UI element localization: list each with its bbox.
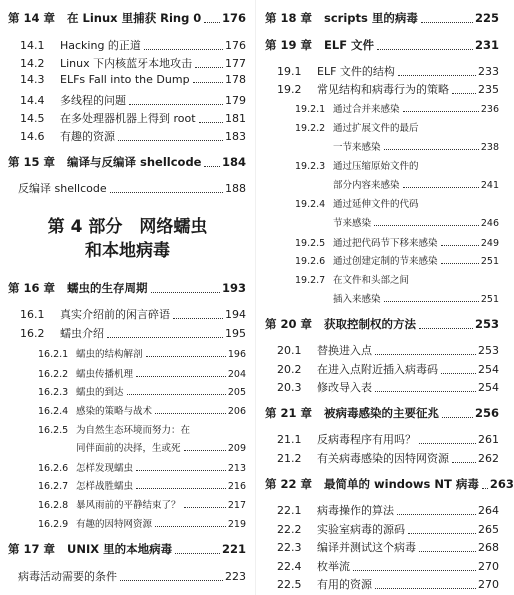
toc-entry-title: 在多处理器机器上得到 root bbox=[60, 112, 196, 125]
toc-entry-page-number: 221 bbox=[221, 542, 246, 556]
toc-subsection-entry bbox=[38, 346, 246, 360]
toc-entry-title: 反病毒程序有用吗？ bbox=[317, 433, 416, 446]
toc-entry-page-number: 233 bbox=[478, 65, 499, 78]
toc-entry-page-number: 188 bbox=[225, 182, 246, 195]
toc-entry-title: ELFs Fall into the Dump bbox=[60, 73, 190, 86]
toc-section-entry bbox=[20, 92, 246, 108]
toc-entry-title: 通过扩展文件的最后 bbox=[333, 123, 419, 134]
dot-leader bbox=[151, 292, 220, 293]
toc-entry-number: 16.2.9 bbox=[38, 519, 69, 530]
dot-leader bbox=[442, 417, 473, 418]
dot-leader bbox=[408, 533, 476, 534]
toc-chapter-entry bbox=[8, 541, 246, 557]
toc-entry-page-number: 209 bbox=[227, 443, 246, 454]
toc-entry-title: 被病毒感染的主要征兆 bbox=[324, 406, 440, 420]
toc-entry-title: 在文件和头部之间 bbox=[333, 275, 410, 286]
toc-section-entry bbox=[277, 502, 499, 518]
toc-section-entry bbox=[277, 379, 499, 395]
toc-entry-number: 14.2 bbox=[20, 57, 45, 70]
toc-entry-page-number: 251 bbox=[480, 256, 499, 267]
toc-entry-title: 通过创建定制的节来感染 bbox=[333, 256, 438, 267]
dot-leader bbox=[129, 104, 223, 105]
toc-entry-page-number: 193 bbox=[221, 281, 246, 295]
toc-section-entry bbox=[277, 521, 499, 537]
toc-entry-title: 通过压缩原始文件的 bbox=[333, 161, 419, 172]
toc-entry-number: 14.4 bbox=[20, 94, 45, 107]
toc-entry-title: 节来感染 bbox=[333, 218, 372, 229]
toc-entry-number: 19.2.3 bbox=[295, 161, 326, 172]
dot-leader bbox=[353, 570, 476, 571]
toc-entry-title: 有关病毒感染的因特网资源 bbox=[317, 452, 449, 465]
toc-entry-title: 替换进入点 bbox=[317, 344, 372, 357]
toc-entry-title: 为自然生态环境而努力：在 bbox=[76, 425, 191, 436]
toc-entry-number: 14.6 bbox=[20, 130, 45, 143]
toc-entry-title: 蠕虫介绍 bbox=[60, 327, 104, 340]
toc-subsection-entry bbox=[295, 101, 499, 115]
toc-entry-page-number: 216 bbox=[227, 481, 246, 492]
toc-entry-title: 暴风雨前的平静结束了？ bbox=[76, 500, 181, 511]
toc-entry-title: 蠕虫的到达 bbox=[76, 387, 124, 398]
toc-entry-number: 21.2 bbox=[277, 452, 302, 465]
toc-entry-number: 16.2.5 bbox=[38, 425, 69, 436]
toc-entry-page-number: 204 bbox=[227, 369, 246, 380]
toc-chapter-entry bbox=[265, 405, 499, 421]
toc-entry-number: 第 20 章 bbox=[265, 317, 313, 331]
toc-entry-title: 病毒操作的算法 bbox=[317, 504, 394, 517]
toc-entry-title: 编译与反编译 shellcode bbox=[67, 155, 202, 169]
toc-subsection-entry bbox=[38, 460, 246, 474]
toc-entry-page-number: 254 bbox=[478, 381, 499, 394]
toc-subsection-entry bbox=[38, 497, 246, 511]
toc-section-entry bbox=[277, 342, 499, 358]
toc-entry-number: 20.1 bbox=[277, 344, 302, 357]
toc-subsection-entry bbox=[295, 158, 499, 172]
dot-leader bbox=[375, 391, 476, 392]
toc-entry-page-number: 264 bbox=[478, 504, 499, 517]
toc-entry-title: scripts 里的病毒 bbox=[324, 11, 418, 25]
dot-leader bbox=[374, 225, 479, 226]
toc-entry-number: 22.2 bbox=[277, 523, 302, 536]
part-heading-line2: 和本地病毒 bbox=[85, 241, 170, 261]
toc-entry-number: 19.2.5 bbox=[295, 238, 326, 249]
toc-entry-page-number: 205 bbox=[227, 387, 246, 398]
dot-leader bbox=[398, 75, 476, 76]
dot-leader bbox=[193, 82, 223, 83]
toc-entry-page-number: 241 bbox=[480, 180, 499, 191]
toc-section-entry bbox=[277, 450, 499, 466]
toc-subsection-entry bbox=[295, 120, 499, 134]
toc-entry-number: 16.2.1 bbox=[38, 349, 69, 360]
toc-subsection-entry bbox=[38, 440, 246, 454]
toc-entry-page-number: 253 bbox=[474, 317, 499, 331]
toc-entry-title: 通过延伸文件的代码 bbox=[333, 199, 419, 210]
toc-entry-page-number: 261 bbox=[478, 433, 499, 446]
toc-entry-title: 真实介绍前的闲言碎语 bbox=[60, 308, 170, 321]
toc-entry-title: Hacking 的正道 bbox=[60, 39, 141, 52]
toc-entry-number: 16.2.6 bbox=[38, 463, 69, 474]
toc-entry-page-number: 213 bbox=[227, 463, 246, 474]
toc-entry-page-number: 231 bbox=[474, 38, 499, 52]
toc-entry-title: 编译并测试这个病毒 bbox=[317, 541, 416, 554]
toc-entry-number: 22.5 bbox=[277, 578, 302, 591]
toc-entry-page-number: 223 bbox=[225, 570, 246, 583]
toc-subsection-entry bbox=[38, 384, 246, 398]
toc-section-entry bbox=[277, 558, 499, 574]
toc-subsection-entry bbox=[38, 422, 246, 436]
toc-chapter-entry bbox=[8, 280, 246, 296]
toc-entry-number: 16.2.3 bbox=[38, 387, 69, 398]
dot-leader bbox=[146, 356, 226, 357]
toc-entry-page-number: 270 bbox=[478, 578, 499, 591]
toc-entry-page-number: 194 bbox=[225, 308, 246, 321]
toc-entry-title: 有趣的资源 bbox=[60, 130, 115, 143]
dot-leader bbox=[118, 140, 223, 141]
toc-entry-page-number: 178 bbox=[225, 73, 246, 86]
toc-subsection-entry bbox=[295, 253, 499, 267]
dot-leader bbox=[397, 514, 476, 515]
toc-entry-title: 怎样战胜蠕虫 bbox=[76, 481, 134, 492]
toc-entry-page-number: 176 bbox=[225, 39, 246, 52]
toc-subsection-entry bbox=[295, 196, 499, 210]
toc-entry-title: 常见结构和病毒行为的策略 bbox=[317, 83, 449, 96]
toc-entry-title: ELF 文件 bbox=[324, 38, 375, 52]
toc-entry-page-number: 206 bbox=[227, 406, 246, 417]
dot-leader bbox=[419, 328, 473, 329]
toc-entry-number: 第 15 章 bbox=[8, 155, 56, 169]
toc-chapter-entry bbox=[265, 476, 514, 492]
dot-leader bbox=[377, 49, 473, 50]
toc-section-entry bbox=[18, 568, 246, 584]
dot-leader bbox=[375, 354, 476, 355]
toc-entry-title: Linux 下内核蓝牙本地攻击 bbox=[60, 57, 193, 70]
toc-section-entry bbox=[20, 37, 246, 53]
toc-subsection-entry bbox=[38, 403, 246, 417]
toc-entry-page-number: 179 bbox=[225, 94, 246, 107]
toc-section-entry bbox=[277, 576, 499, 592]
toc-entry-title: 多线程的问题 bbox=[60, 94, 126, 107]
dot-leader bbox=[110, 192, 223, 193]
toc-chapter-entry bbox=[265, 10, 499, 26]
toc-entry-number: 16.2.4 bbox=[38, 406, 69, 417]
toc-entry-number: 16.2.8 bbox=[38, 500, 69, 511]
toc-entry-page-number: 238 bbox=[480, 142, 499, 153]
toc-entry-page-number: 235 bbox=[478, 83, 499, 96]
toc-entry-number: 16.1 bbox=[20, 308, 45, 321]
toc-entry-number: 19.2.1 bbox=[295, 104, 326, 115]
toc-entry-title: 蠕虫的生存周期 bbox=[67, 281, 148, 295]
toc-entry-page-number: 270 bbox=[478, 560, 499, 573]
toc-section-entry bbox=[277, 361, 499, 377]
dot-leader bbox=[441, 263, 479, 264]
toc-subsection-entry bbox=[38, 516, 246, 530]
dot-leader bbox=[136, 470, 226, 471]
toc-section-entry bbox=[20, 306, 246, 322]
toc-subsection-entry bbox=[295, 272, 499, 286]
toc-entry-title: 在进入点附近插入病毒码 bbox=[317, 363, 438, 376]
dot-leader bbox=[482, 488, 488, 489]
toc-entry-title: 同伴面前的决择，生或死 bbox=[76, 443, 181, 454]
toc-section-entry bbox=[20, 110, 246, 126]
dot-leader bbox=[184, 507, 226, 508]
toc-left-column bbox=[0, 0, 255, 595]
toc-entry-number: 19.2.7 bbox=[295, 275, 326, 286]
toc-entry-number: 第 18 章 bbox=[265, 11, 313, 25]
toc-entry-title: 有趣的因特网资源 bbox=[76, 519, 153, 530]
dot-leader bbox=[199, 122, 223, 123]
toc-chapter-entry bbox=[8, 154, 246, 170]
dot-leader bbox=[384, 149, 479, 150]
dot-leader bbox=[107, 337, 223, 338]
toc-entry-title: 修改导入表 bbox=[317, 381, 372, 394]
dot-leader bbox=[421, 22, 473, 23]
toc-chapter-entry bbox=[265, 316, 499, 332]
toc-entry-title: 有用的资源 bbox=[317, 578, 372, 591]
toc-entry-title: 通过合并来感染 bbox=[333, 104, 400, 115]
toc-entry-title: 怎样发现蠕虫 bbox=[76, 463, 134, 474]
toc-entry-title: 病毒活动需要的条件 bbox=[18, 570, 117, 583]
toc-entry-page-number: 263 bbox=[489, 477, 514, 491]
dot-leader bbox=[452, 462, 476, 463]
toc-section-entry bbox=[277, 63, 499, 79]
toc-entry-title: 通过把代码节下移来感染 bbox=[333, 238, 438, 249]
toc-entry-number: 22.1 bbox=[277, 504, 302, 517]
dot-leader bbox=[175, 553, 220, 554]
toc-subsection-entry bbox=[295, 291, 499, 305]
toc-entry-page-number: 236 bbox=[480, 104, 499, 115]
toc-entry-title: 感染的策略与战术 bbox=[76, 406, 153, 417]
dot-leader bbox=[452, 93, 476, 94]
dot-leader bbox=[204, 22, 220, 23]
toc-entry-title: UNIX 里的本地病毒 bbox=[67, 542, 173, 556]
toc-entry-page-number: 181 bbox=[225, 112, 246, 125]
toc-subsection-entry bbox=[295, 139, 499, 153]
toc-entry-number: 22.3 bbox=[277, 541, 302, 554]
toc-entry-number: 19.2.6 bbox=[295, 256, 326, 267]
dot-leader bbox=[155, 413, 226, 414]
toc-entry-page-number: 225 bbox=[474, 11, 499, 25]
dot-leader bbox=[384, 301, 479, 302]
toc-section-entry bbox=[20, 128, 246, 144]
toc-entry-number: 19.2.2 bbox=[295, 123, 326, 134]
toc-entry-number: 第 19 章 bbox=[265, 38, 313, 52]
toc-entry-number: 16.2.2 bbox=[38, 369, 69, 380]
dot-leader bbox=[419, 443, 476, 444]
toc-section-entry bbox=[277, 431, 499, 447]
toc-entry-number: 第 17 章 bbox=[8, 542, 56, 556]
toc-entry-page-number: 268 bbox=[478, 541, 499, 554]
toc-subsection-entry bbox=[38, 478, 246, 492]
dot-leader bbox=[441, 373, 476, 374]
toc-entry-page-number: 219 bbox=[227, 519, 246, 530]
toc-entry-title: 蠕虫的结构解剖 bbox=[76, 349, 143, 360]
toc-entry-page-number: 251 bbox=[480, 294, 499, 305]
toc-entry-title: 在 Linux 里捕获 Ring 0 bbox=[67, 11, 202, 25]
toc-subsection-entry bbox=[38, 366, 246, 380]
toc-right-column bbox=[255, 0, 514, 595]
part-heading-line1: 第 4 部分 网络蠕虫 bbox=[47, 217, 208, 237]
toc-entry-title: 获取控制权的方法 bbox=[324, 317, 417, 331]
toc-entry-title: ELF 文件的结构 bbox=[317, 65, 395, 78]
toc-section-entry bbox=[18, 180, 246, 196]
toc-entry-number: 第 14 章 bbox=[8, 11, 56, 25]
toc-section-entry bbox=[20, 325, 246, 341]
toc-subsection-entry bbox=[295, 177, 499, 191]
dot-leader bbox=[441, 245, 479, 246]
dot-leader bbox=[375, 588, 476, 589]
toc-chapter-entry bbox=[8, 10, 246, 26]
toc-entry-page-number: 262 bbox=[478, 452, 499, 465]
toc-section-entry bbox=[20, 55, 246, 71]
toc-entry-number: 14.5 bbox=[20, 112, 45, 125]
toc-entry-number: 19.2.4 bbox=[295, 199, 326, 210]
toc-entry-page-number: 183 bbox=[225, 130, 246, 143]
toc-entry-number: 21.1 bbox=[277, 433, 302, 446]
dot-leader bbox=[155, 526, 226, 527]
toc-entry-title: 插入来感染 bbox=[333, 294, 381, 305]
toc-entry-number: 19.2 bbox=[277, 83, 302, 96]
toc-entry-number: 14.3 bbox=[20, 73, 45, 86]
dot-leader bbox=[184, 450, 226, 451]
dot-leader bbox=[136, 376, 226, 377]
toc-entry-page-number: 256 bbox=[474, 406, 499, 420]
toc-entry-page-number: 196 bbox=[227, 349, 246, 360]
toc-entry-page-number: 246 bbox=[480, 218, 499, 229]
toc-entry-number: 第 21 章 bbox=[265, 406, 313, 420]
toc-entry-number: 14.1 bbox=[20, 39, 45, 52]
toc-entry-page-number: 177 bbox=[225, 57, 246, 70]
toc-subsection-entry bbox=[295, 215, 499, 229]
toc-entry-number: 16.2.7 bbox=[38, 481, 69, 492]
toc-entry-number: 16.2 bbox=[20, 327, 45, 340]
dot-leader bbox=[136, 488, 226, 489]
toc-entry-number: 22.4 bbox=[277, 560, 302, 573]
dot-leader bbox=[127, 394, 226, 395]
toc-entry-title: 反编译 shellcode bbox=[18, 182, 107, 195]
toc-section-entry bbox=[277, 81, 499, 97]
toc-section-entry bbox=[277, 539, 499, 555]
toc-chapter-entry bbox=[265, 37, 499, 53]
toc-entry-page-number: 217 bbox=[227, 500, 246, 511]
toc-subsection-entry bbox=[295, 235, 499, 249]
toc-entry-number: 第 22 章 bbox=[265, 477, 313, 491]
toc-entry-page-number: 249 bbox=[480, 238, 499, 249]
toc-entry-page-number: 176 bbox=[221, 11, 246, 25]
toc-entry-page-number: 254 bbox=[478, 363, 499, 376]
toc-entry-title: 一节来感染 bbox=[333, 142, 381, 153]
toc-entry-title: 最简单的 windows NT 病毒 bbox=[324, 477, 479, 491]
toc-entry-number: 第 16 章 bbox=[8, 281, 56, 295]
toc-entry-title: 蠕虫传播机理 bbox=[76, 369, 134, 380]
dot-leader bbox=[403, 111, 479, 112]
dot-leader bbox=[173, 318, 223, 319]
dot-leader bbox=[195, 67, 223, 68]
toc-entry-title: 枚举流 bbox=[317, 560, 350, 573]
toc-entry-page-number: 265 bbox=[478, 523, 499, 536]
toc-entry-page-number: 253 bbox=[478, 344, 499, 357]
toc-entry-number: 19.1 bbox=[277, 65, 302, 78]
dot-leader bbox=[419, 551, 476, 552]
dot-leader bbox=[204, 166, 220, 167]
toc-entry-page-number: 184 bbox=[221, 155, 246, 169]
dot-leader bbox=[403, 187, 479, 188]
toc-entry-number: 20.3 bbox=[277, 381, 302, 394]
dot-leader bbox=[144, 49, 223, 50]
toc-entry-title: 部分内容来感染 bbox=[333, 180, 400, 191]
dot-leader bbox=[120, 580, 223, 581]
toc-entry-page-number: 195 bbox=[225, 327, 246, 340]
toc-section-entry bbox=[20, 73, 246, 86]
toc-entry-number: 20.2 bbox=[277, 363, 302, 376]
toc-entry-title: 实验室病毒的源码 bbox=[317, 523, 405, 536]
